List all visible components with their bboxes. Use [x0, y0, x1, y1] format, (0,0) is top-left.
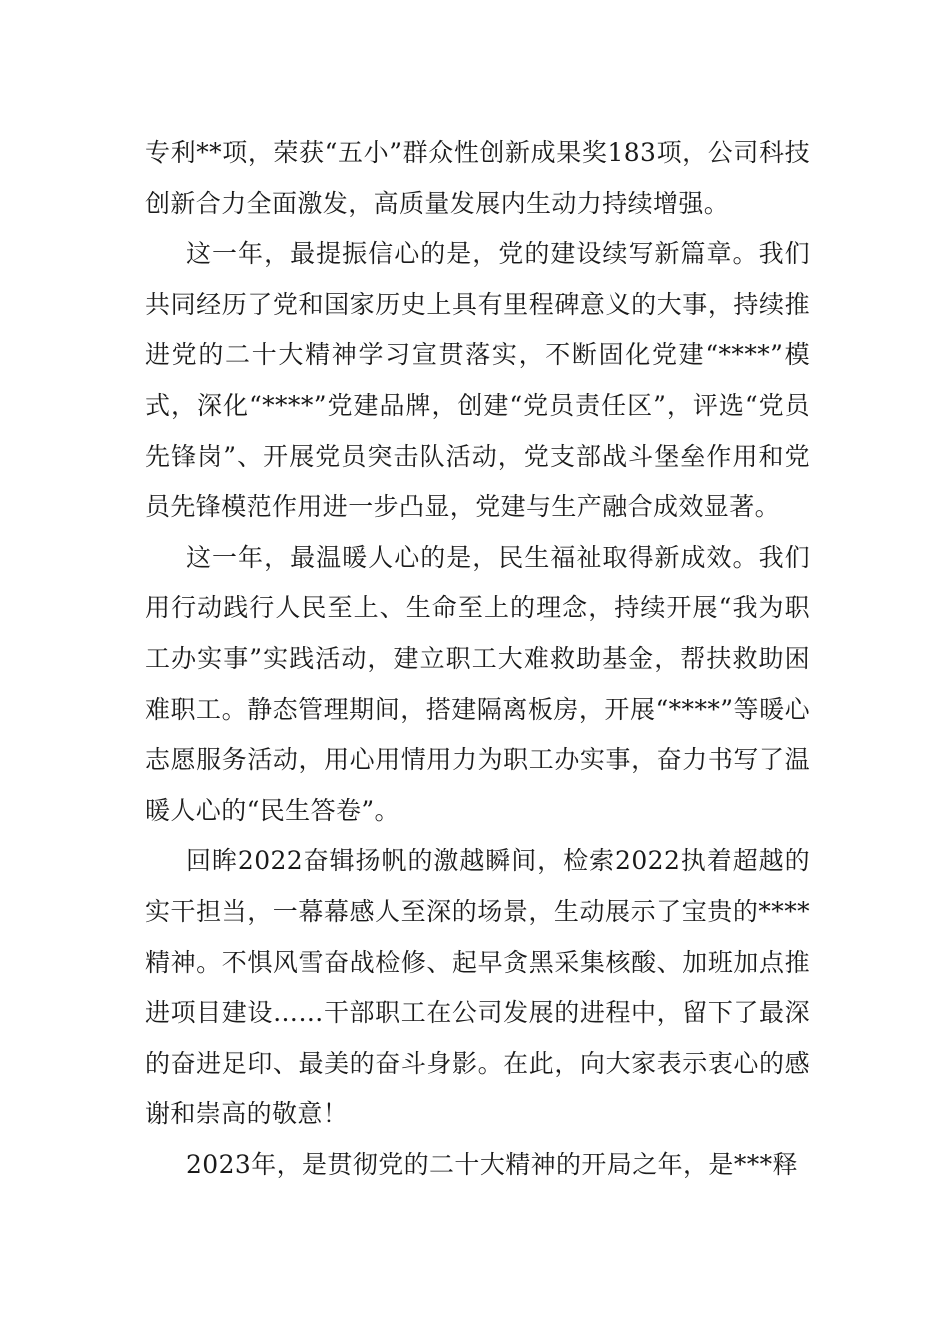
paragraph-review-2022: 回眸2022奋辑扬帆的激越瞬间，检索2022执着超越的实干担当，一幕幕感人至深的场景，生动展示了宝贵的****精神。不惧风雪奋战检修、起早贪黑采集核酸、加班加点推进项目建设……干部职工在公司发展的进程中，留下了最深的奋进足印、最美的奋斗身影。在此，向大家表示衷心的感谢和崇高的敬意！ [145, 846, 810, 1129]
paragraph-party-building: 这一年，最提振信心的是，党的建设续写新篇章。我们共同经历了党和国家历史上具有里程碑意义的大事，持续推进党的二十大精神学习宣贯落实，不断固化党建“****”模式，深化“****”党建品牌，创建“党员责任区”，评选“党员先锋岗”、开展党员突击队活动，党支部战斗堡垒作用和党员先锋模范作用进一步凸显，党建与生产融合成效显著。 [145, 239, 810, 522]
document-body [145, 128, 810, 1190]
paragraph-2023: 2023年，是贯彻党的二十大精神的开局之年，是***释 [186, 1149, 798, 1179]
paragraph-livelihood: 这一年，最温暖人心的是，民生福祉取得新成效。我们用行动践行人民至上、生命至上的理念，持续开展“我为职工办实事”实践活动，建立职工大难救助基金，帮扶救助困难职工。静态管理期间，搭建隔离板房，开展“****”等暖心志愿服务活动，用心用情用力为职工办实事，奋力书写了温暖人心的“民生答卷”。 [145, 542, 810, 825]
paragraph-patents: 专利**项，荣获“五小”群众性创新成果奖183项，公司科技创新合力全面激发，高质量发展内生动力持续增强。 [145, 138, 810, 218]
